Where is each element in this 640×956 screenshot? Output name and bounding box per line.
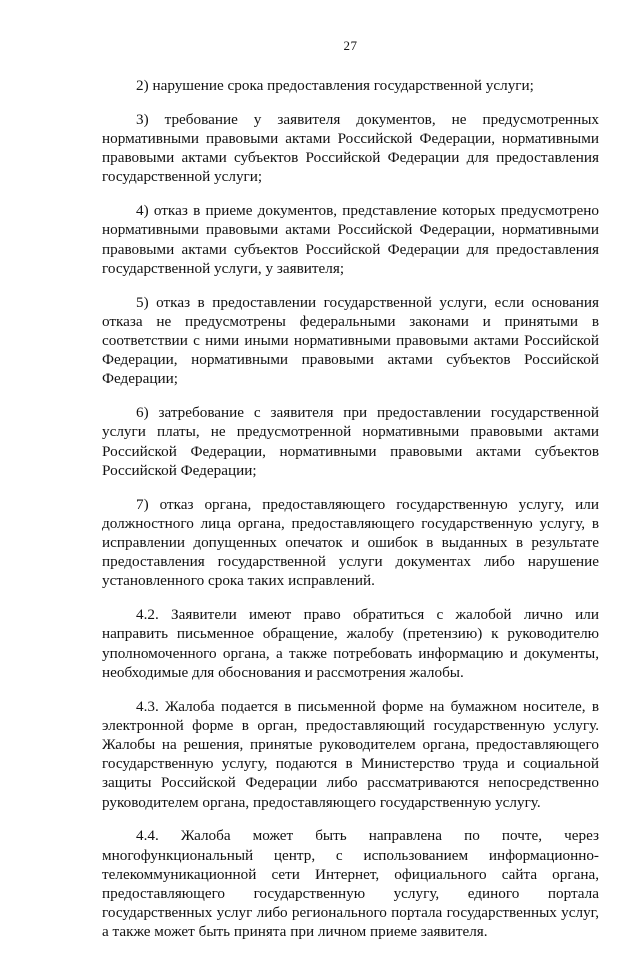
document-page [102,38,599,956]
paragraph-item-4: 4) отказ в приеме документов, представление которых предусмотрено нормативными правовыми актами Российской Федерации, нормативными правовыми актами субъектов Российской Федерации для предоставления государственной услуги, у заявителя; [102,202,599,277]
paragraph-section-4-3: 4.3. Жалоба подается в письменной форме на бумажном носителе, в электронной форме в орган, предоставляющий государственную услугу. Жалобы на решения, принятые руководителем органа, предоставляющего государственную услугу, подаются в Министерство труда и социальной защиты Российской Федерации либо рассматриваются непосредственно руководителем органа, предоставляющего государственную услугу. [102,697,599,811]
paragraph-item-6: 6) затребование с заявителя при предоставлении государственной услуги платы, не предусмотренной нормативными правовыми актами Российской Федерации, нормативными правовыми актами субъектов Российской Федерации; [102,404,599,479]
paragraph-item-5: 5) отказ в предоставлении государственной услуги, если основания отказа не предусмотрены федеральными законами и принятыми в соответствии с ними иными нормативными правовыми актами Российской Федерации, нормативными правовыми актами субъектов Российской Федерации; [102,293,599,388]
paragraph-item-7: 7) отказ органа, предоставляющего государственную услугу, или должностного лица органа, предоставляющего государственную услугу, в исправлении допущенных опечаток и ошибок в выданных в результате предоставления государственной услуги документах либо нарушение установленного срока таких исправлений. [102,495,599,590]
paragraph-section-4-4: 4.4. Жалоба может быть направлена по почте, через многофункциональный центр, с использованием информационно-телекоммуникационной сети Интернет, официального сайта органа, предоставляющего государственную услугу, единого портала государственных услуг либо регионального портала государственных услуг, а также может быть принята при личном приеме заявителя. [102,827,599,941]
paragraph-item-3: 3) требование у заявителя документов, не предусмотренных нормативными правовыми актами Российской Федерации, нормативными правовыми актами субъектов Российской Федерации для предоставления государственной услуги; [102,110,599,186]
paragraph-item-2: 2) нарушение срока предоставления государственной услуги; [136,77,534,94]
page-number: 27 [343,38,358,53]
paragraph-section-4-2: 4.2. Заявители имеют право обратиться с жалобой лично или направить письменное обращение, жалобу (претензию) к руководителю уполномоченного органа, а также потребовать информацию и документы, необходимые для обоснования и рассмотрения жалобы. [102,606,599,681]
